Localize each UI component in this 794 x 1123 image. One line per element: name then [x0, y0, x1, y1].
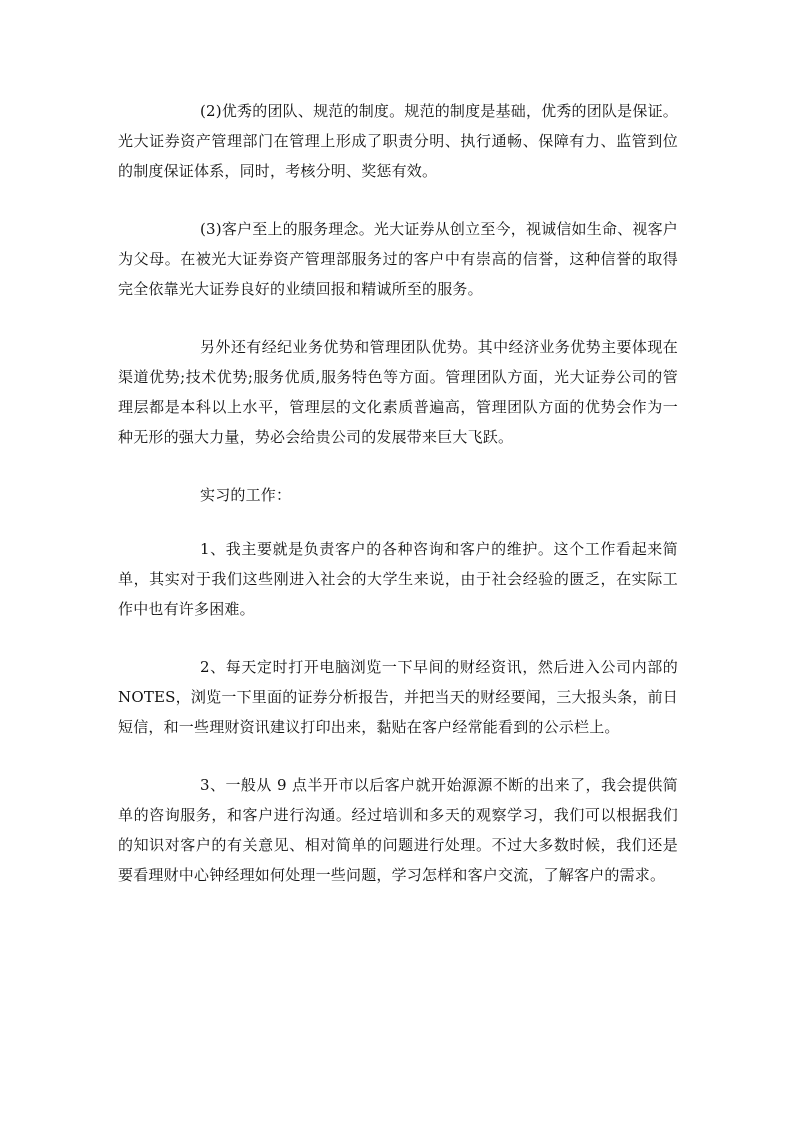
document-body: [118, 96, 678, 918]
paragraph-customer-service-philosophy: (3)客户至上的服务理念。光大证券从创立至今，视诚信如生命、视客户为父母。在被光大证券资产管理部服务过的客户中有崇高的信誉，这种信誉的取得完全依靠光大证券良好的业绩回报和精诚所至的服务。: [118, 220, 678, 298]
paragraph-work-item-2: 2、每天定时打开电脑浏览一下早间的财经资讯，然后进入公司内部的 NOTES，浏览一下里面的证券分析报告，并把当天的财经要闻，三大报头条，前日短信，和一些理财资讯建议打印出来，黏贴在客户经常能看到的公示栏上。: [118, 658, 678, 736]
section-heading-internship-work: 实习的工作：: [200, 486, 292, 504]
paragraph-brokerage-advantages: 另外还有经纪业务优势和管理团队优势。其中经济业务优势主要体现在渠道优势;技术优势;服务优质,服务特色等方面。管理团队方面，光大证券公司的管理层都是本科以上水平，管理层的文化素质普遍高，管理团队方面的优势会作为一种无形的强大力量，势必会给贵公司的发展带来巨大飞跃。: [118, 338, 678, 446]
paragraph-work-item-3: 3、一般从 9 点半开市以后客户就开始源源不断的出来了，我会提供简单的咨询服务，和客户进行沟通。经过培训和多天的观察学习，我们可以根据我们的知识对客户的有关意见、相对简单的问题进行处理。不过大多数时候，我们还是要看理财中心钟经理如何处理一些问题，学习怎样和客户交流，了解客户的需求。: [118, 776, 678, 884]
paragraph-team-and-system: (2)优秀的团队、规范的制度。规范的制度是基础，优秀的团队是保证。 光大证券资产管理部门在管理上形成了职责分明、执行通畅、保障有力、监管到位的制度保证体系，同时，考核分明、奖惩有效。: [118, 102, 678, 180]
paragraph-work-item-1: 1、我主要就是负责客户的各种咨询和客户的维护。这个工作看起来简单，其实对于我们这些刚进入社会的大学生来说，由于社会经验的匮乏，在实际工作中也有许多困难。: [118, 540, 678, 618]
